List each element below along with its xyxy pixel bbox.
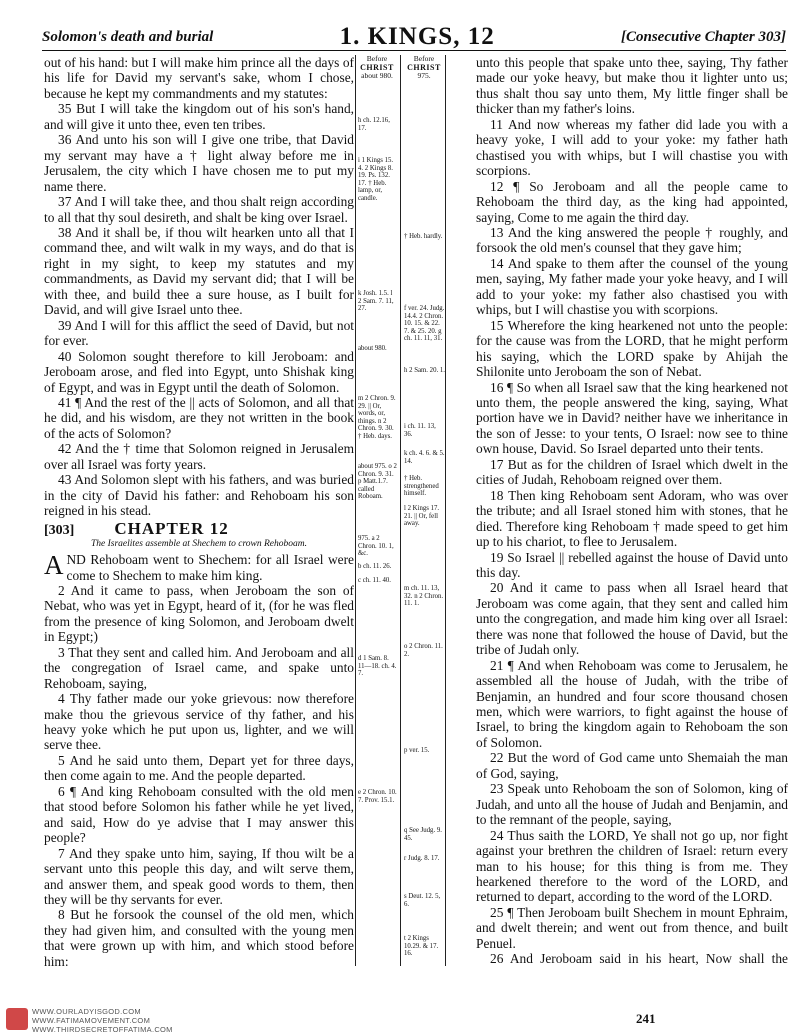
column-rule-left bbox=[355, 55, 356, 966]
margin-ref: d 1 Sam. 8. 11—18. ch. 4. 7. bbox=[358, 655, 397, 678]
verse-39: 39 And I will for this afflict the seed of David, but not for ever. bbox=[44, 317, 354, 349]
margin-ref: i 1 Kings 15. 4. 2 Kings 8. 19. Ps. 132. 17. † Heb. lamp, or, candle. bbox=[358, 157, 394, 202]
verse-12-13: 13 And the king answered the people † roughly, and forsook the old men's counsel that they gave him; bbox=[476, 224, 788, 256]
margin-ref: r Judg. 8. 17. bbox=[404, 855, 440, 862]
margin-ref: about 980. bbox=[358, 345, 387, 352]
verse-12-18: 18 Then king Rehoboam sent Adoram, who was over the tribute; and all Israel stoned him with stones, that he died. Therefore king Rehoboam † made speed to get him up to his chariot, to flee to Jerusalem. bbox=[476, 487, 788, 550]
verse-12-19: 19 So Israel || rebelled against the house of David unto this day. bbox=[476, 549, 788, 580]
verse-12-1: AND Rehoboam went to Shechem: for all Israel were come to Shechem to make him king. bbox=[44, 550, 354, 583]
margin-ref: h 2 Sam. 20. 1. bbox=[404, 367, 445, 374]
margin-ref: about 975. o 2 Chron. 9. 31. p Matt.1.7. called Roboam. bbox=[358, 463, 397, 501]
verse-36: 36 And unto his son will I give one tribe, that David my servant may have a † light alway before me in Jerusalem, the city which I have chosen me to put my name there. bbox=[44, 132, 354, 194]
verse-12-7: 7 And they spake unto him, saying, If thou wilt be a servant unto this people this day, and wilt serve them, and answer them, and speak good words to them, then they will be thy servants for ever. bbox=[44, 845, 354, 908]
margin-ref: k Josh. 1.5. l 2 Sam. 7. 11, 27. bbox=[358, 290, 394, 313]
margin-ref: s Deut. 12. 5, 6. bbox=[404, 893, 441, 908]
verse-35: 35 But I will take the kingdom out of his son's hand, and will give it unto thee, even ten tribes. bbox=[44, 101, 354, 132]
verse-12-8: 8 But he forsook the counsel of the old men, which they had given him, and consulted with the young men that were grown up with him, and which stood before him: bbox=[44, 907, 354, 968]
chapter-summary: The Israelites assemble at Shechem to crown Rehoboam. bbox=[91, 539, 307, 550]
verse-38: 38 And it shall be, if thou wilt hearken unto all that I command thee, and wilt walk in my ways, and do that is right in my sight, to keep my statutes and my commandments, as David my servant did; that I will be with thee, and build thee a sure house, as I built for David, and will give Israel unto thee. bbox=[44, 224, 354, 318]
verse-12-24: 24 Thus saith the LORD, Ye shall not go up, nor fight against your brethren the children of Israel: return every man to his house; for this thing is from me. They hearkened therefore to the word of the LORD, and returned to depart, according to the word of the LORD. bbox=[476, 827, 788, 905]
verse-12-2: 2 And it came to pass, when Jeroboam the son of Nebat, who was yet in Egypt, heard of it, (for he was fled from the presence of king Solomon, and Jeroboam dwelt in Egypt;) bbox=[44, 582, 354, 645]
verse-12-25: 25 ¶ Then Jeroboam built Shechem in mount Ephraim, and dwelt therein; and went out from thence, and built Penuel. bbox=[476, 904, 788, 951]
verse-12-22: 22 But the word of God came unto Shemaiah the man of God, saying, bbox=[476, 750, 788, 781]
margin-ref: p ver. 15. bbox=[404, 747, 430, 754]
date-header-right: Before CHRIST 975. bbox=[407, 55, 441, 80]
margin-ref: 975. a 2 Chron. 10. 1, &c. bbox=[358, 535, 394, 558]
verse-12-26: 26 And Jeroboam said in his heart, Now shall the bbox=[490, 951, 788, 967]
margin-ref: t 2 Kings 10.29. & 17. 16. bbox=[404, 935, 439, 958]
verse-12-20: 20 And it came to pass when all Israel heard that Jeroboam was come again, that they sent and called him unto the congregation, and made him king over all Israel: there was none that followed the house of David, but the tribe of Judah only. bbox=[476, 580, 788, 658]
margin-ref: f ver. 24. Judg. 14.4. 2 Chron. 10. 15. & 22. 7. & 25. 20. g ch. 11. 11, 31. bbox=[404, 305, 445, 343]
margin-ref: k ch. 4. 6. & 5. 14. bbox=[404, 450, 445, 465]
verse-12-11: 11 And now whereas my father did lade you with a heavy yoke, I will add to your yoke: my father hath chastised you with whips, but I will chastise you with scorpions. bbox=[476, 116, 788, 179]
margin-ref: l 2 Kings 17. 21. || Or, fell away. bbox=[404, 505, 440, 528]
margin-ref: h ch. 12.16, 17. bbox=[358, 117, 390, 132]
footer-site-2: WWW.FATIMAMOVEMENT.COM bbox=[32, 1016, 151, 1025]
chapter-heading bbox=[44, 518, 354, 538]
verse-continuation: out of his hand: but I will make him prince all the days of his life for David my servant's sake, whom I chose, because he kept my commandments and my statutes: bbox=[44, 55, 354, 101]
footer-site-1: WWW.OURLADYISGOD.COM bbox=[32, 1007, 141, 1016]
right-text-column bbox=[476, 55, 788, 968]
margin-ref: m ch. 11. 13, 32. n 2 Chron. 11. 1. bbox=[404, 585, 444, 608]
left-text-column bbox=[44, 55, 354, 968]
verse-12-5: 5 And he said unto them, Depart yet for three days, then come again to me. And the people departed. bbox=[44, 752, 354, 784]
chapter-consecutive-number: [303] bbox=[44, 522, 75, 538]
verse-12-4: 4 Thy father made our yoke grievous: now therefore make thou the grievous service of thy father, and his heavy yoke which he put upon us, lighter, and we will serve thee. bbox=[44, 691, 354, 753]
verse-12-3: 3 That they sent and called him. And Jeroboam and all the congregation of Israel came, and spake unto Rehoboam, saying, bbox=[44, 644, 354, 691]
verse-12-10-continuation: unto this people that spake unto thee, saying, Thy father made our yoke heavy, but make thou it lighter unto us; thus shalt thou say unto them, My little finger shall be thicker than my father's loins. bbox=[476, 55, 788, 117]
verse-12-23: 23 Speak unto Rehoboam the son of Solomon, king of Judah, and unto all the house of Judah and Benjamin, and to the remnant of the people, saying, bbox=[476, 781, 788, 828]
site-logo-icon bbox=[6, 1008, 28, 1030]
margin-ref: † Heb. hardly. bbox=[404, 233, 443, 240]
footer-watermark bbox=[32, 1007, 173, 1034]
margin-ref: i ch. 11. 13, 36. bbox=[404, 423, 436, 438]
page-number: 241 bbox=[636, 1011, 656, 1026]
verse-42: 42 And the † time that Solomon reigned in Jerusalem over all Israel was forty years. bbox=[44, 441, 354, 472]
margin-ref: q See Judg. 9. 45. bbox=[404, 827, 442, 842]
verse-12-16: 16 ¶ So when all Israel saw that the king hearkened not unto them, the people answered the king, saying, What portion have we in David? neither have we inheritance in the son of Jesse: to your tents, O Israel: now see to thine own house, David. So Israel departed unto their tents. bbox=[476, 379, 788, 457]
verse-41: 41 ¶ And the rest of the || acts of Solomon, and all that he did, and his wisdom, are they not written in the book of the acts of Solomon? bbox=[44, 394, 354, 441]
verse-12-17: 17 But as for the children of Israel which dwelt in the cities of Judah, Rehoboam reigned over them. bbox=[476, 456, 788, 488]
verse-43: 43 And Solomon slept with his fathers, and was buried in the city of David his father: and Rehoboam his son reigned in his stead. bbox=[44, 472, 354, 519]
running-header bbox=[42, 24, 786, 51]
margin-ref: † Heb. strengthened himself. bbox=[404, 475, 439, 498]
right-margin-references bbox=[403, 55, 445, 968]
drop-cap: A bbox=[44, 550, 64, 581]
header-consecutive-chapter: [Consecutive Chapter 303] bbox=[621, 28, 786, 45]
verse-40: 40 Solomon sought therefore to kill Jeroboam: and Jeroboam arose, and fled into Egypt, unto Shishak king of Egypt, and was in Egypt until the death of Solomon. bbox=[44, 348, 354, 395]
header-section-title: Solomon's death and burial bbox=[42, 28, 214, 45]
margin-ref: m 2 Chron. 9. 29. || Or, words, or, things. n 2 Chron. 9. 30. † Heb. days. bbox=[358, 395, 396, 440]
verse-12-14: 14 And spake to them after the counsel of the young men, saying, My father made your yoke heavy, and I will add to your yoke: my father also chastised you with whips, but I will chastise you with scorpions. bbox=[476, 255, 788, 318]
verse-37: 37 And I will take thee, and thou shalt reign according to all that thy soul desireth, and shalt be king over Israel. bbox=[44, 194, 354, 225]
verse-12-21: 21 ¶ And when Rehoboam was come to Jerusalem, he assembled all the house of Judah, with the tribe of Benjamin, an hundred and four score thousand chosen men, which were warriors, to fight against the house of Israel, to bring the kingdom again to Rehoboam the son of Solomon. bbox=[476, 657, 788, 750]
verse-12-12: 12 ¶ So Jeroboam and all the people came to Rehoboam the third day, as the king had appointed, saying, Come to me again the third day. bbox=[476, 178, 788, 225]
left-margin-references bbox=[357, 55, 397, 968]
margin-ref: b ch. 11. 26. bbox=[358, 563, 392, 570]
column-rule-right bbox=[445, 55, 446, 966]
margin-ref: o 2 Chron. 11. 2. bbox=[404, 643, 443, 658]
margin-ref: c ch. 11. 40. bbox=[358, 577, 391, 584]
verse-12-15: 15 Wherefore the king hearkened not unto the people: for the cause was from the LORD, that he might perform his saying, which the LORD spake by Ahijah the Shilonite unto Jeroboam the son of Nebat. bbox=[476, 317, 788, 380]
date-header-left: Before CHRIST about 980. bbox=[360, 55, 394, 80]
header-book-chapter: 1. KINGS, 12 bbox=[339, 23, 495, 50]
margin-ref: e 2 Chron. 10. 7. Prov. 15.1. bbox=[358, 789, 397, 804]
chapter-title: CHAPTER 12 bbox=[114, 518, 229, 538]
verse-12-6: 6 ¶ And king Rehoboam consulted with the old men that stood before Solomon his father while he yet lived, and said, How do ye advise that I may answer this people? bbox=[44, 783, 354, 846]
footer-site-3: WWW.THIRDSECRETOFFATIMA.COM bbox=[32, 1025, 173, 1034]
column-rule-middle bbox=[400, 55, 401, 966]
